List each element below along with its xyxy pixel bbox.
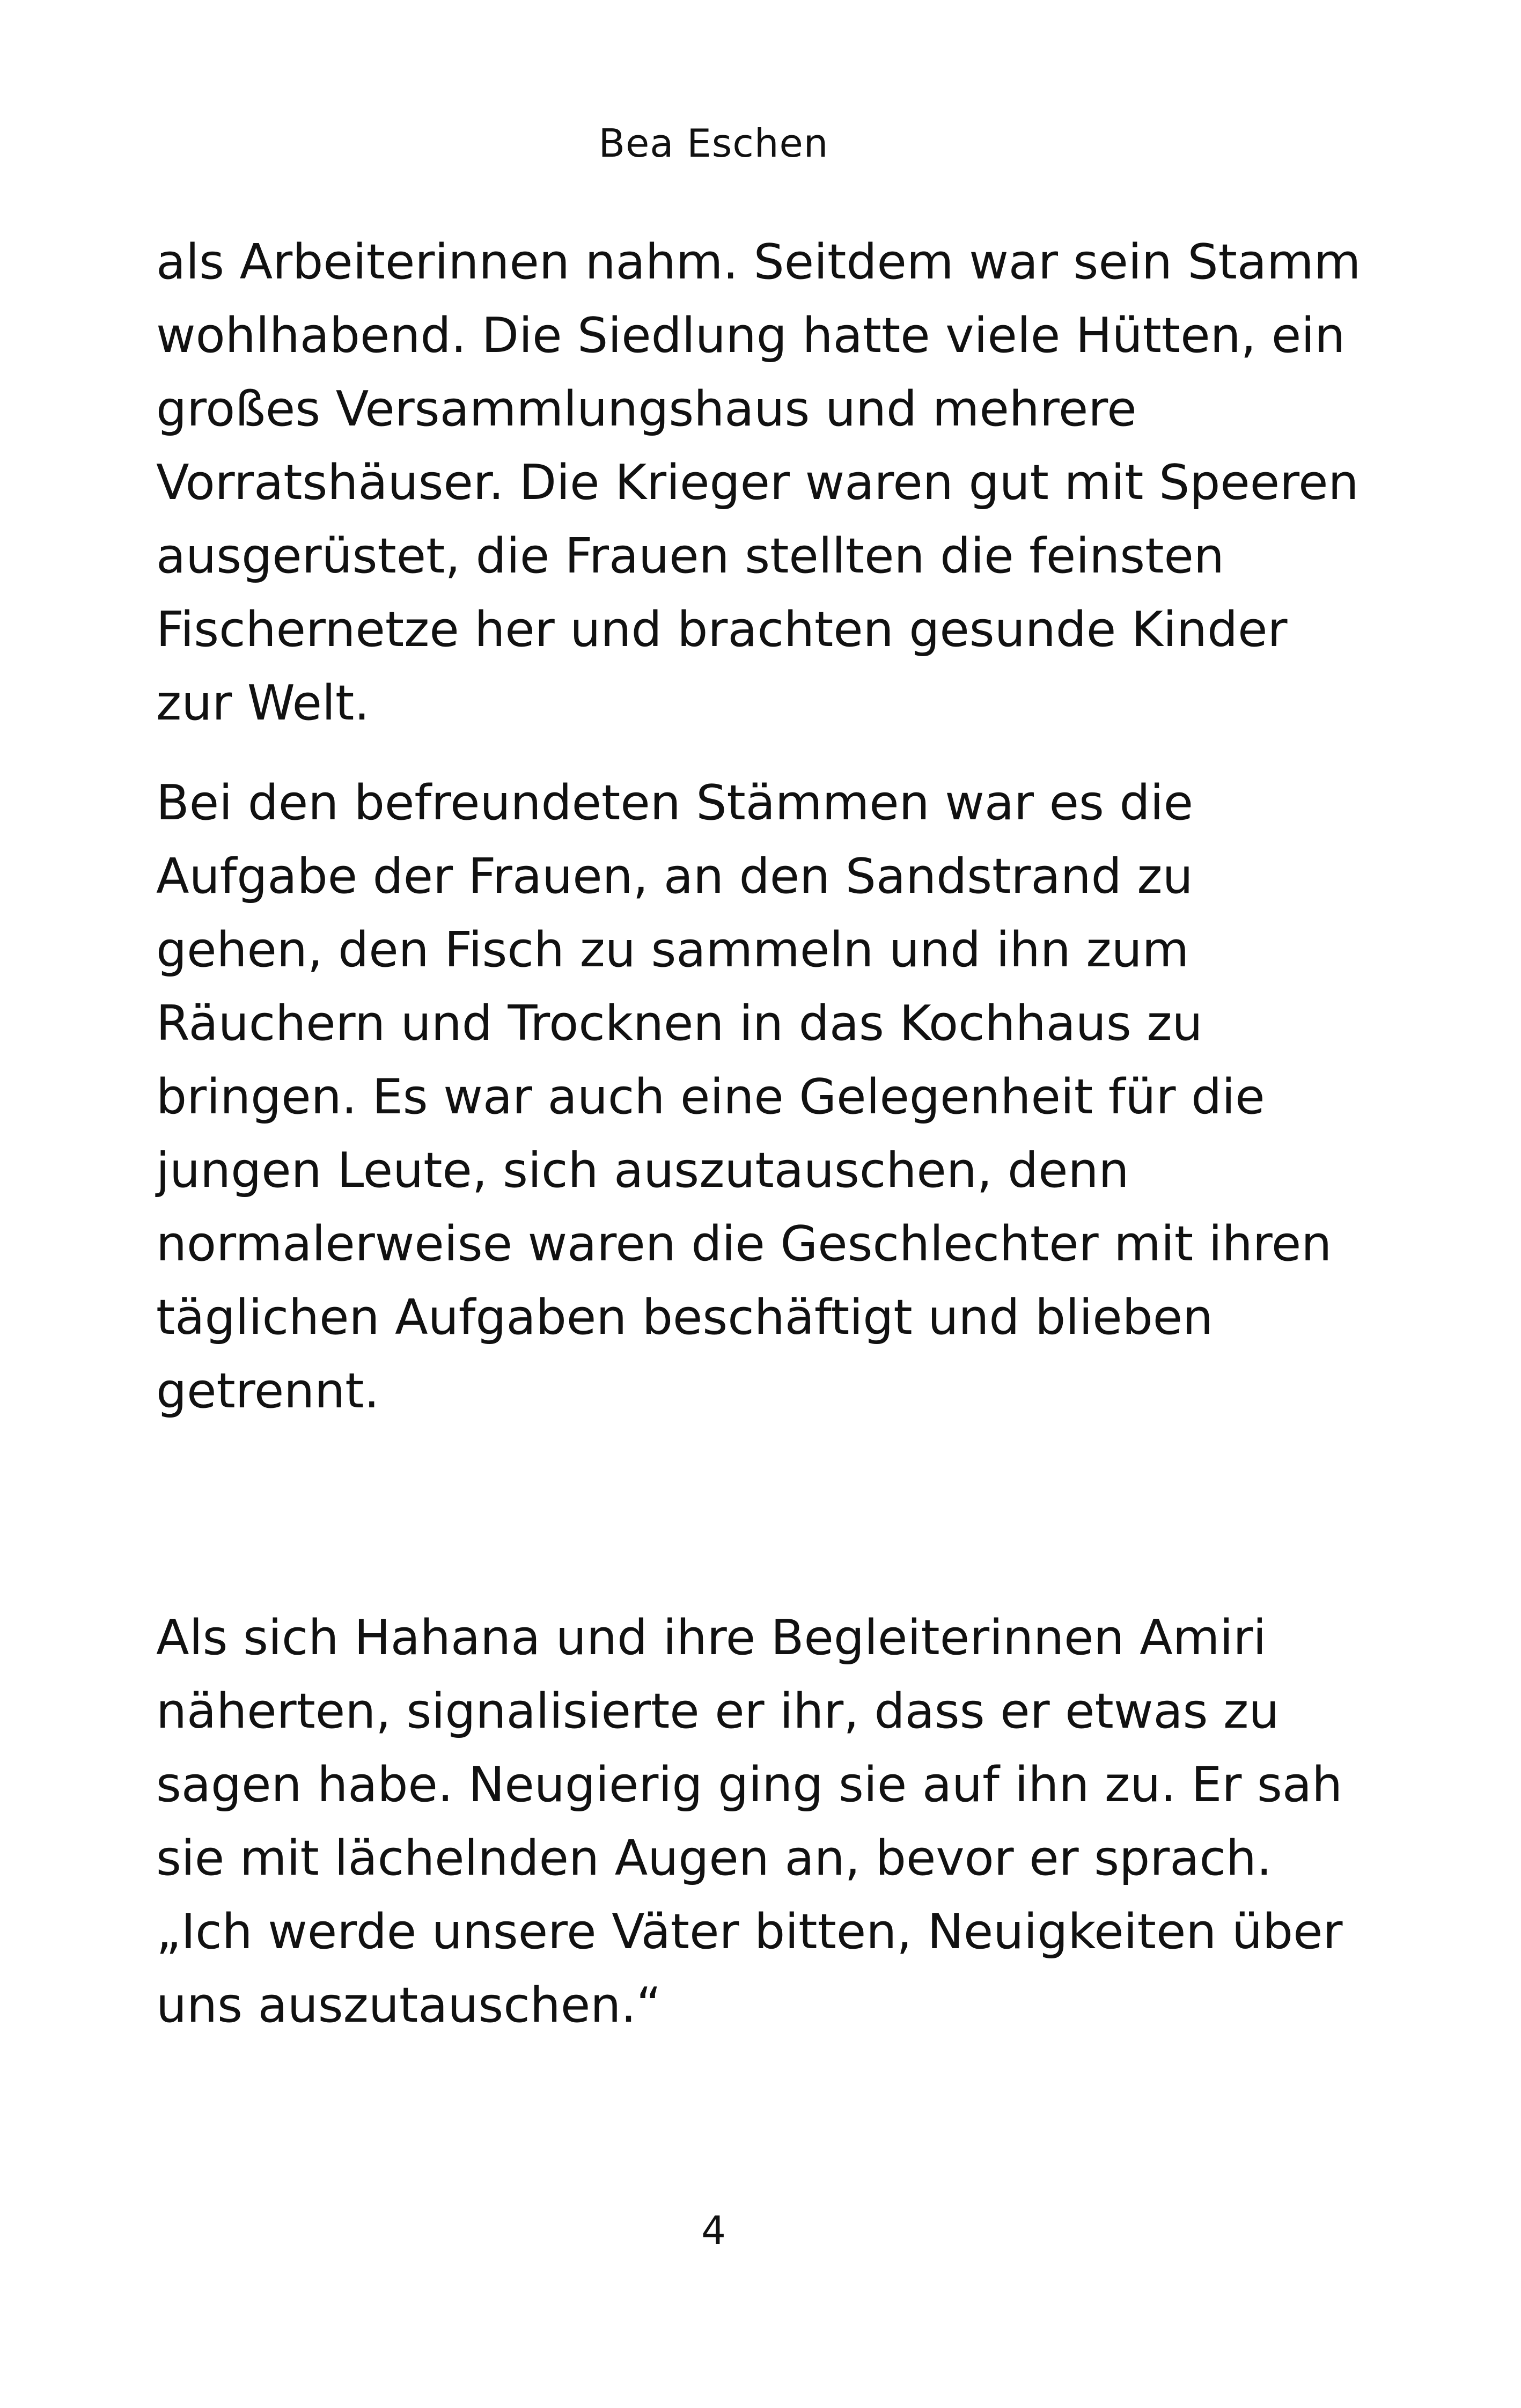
paragraph-2 — [156, 766, 1332, 1428]
paragraph-1 — [156, 225, 1361, 740]
text-line: Fischernetze her und brachten gesunde Kinder — [156, 601, 1288, 658]
text-line: Vorratshäuser. Die Krieger waren gut mit Speeren — [156, 454, 1359, 511]
text-line: gehen, den Fisch zu sammeln und ihn zum — [156, 922, 1189, 978]
text-line: Aufgabe der Frauen, an den Sandstrand zu — [156, 848, 1193, 905]
page-number: 4 — [701, 2208, 726, 2253]
text-line: näherten, signalisierte er ihr, dass er etwas zu — [156, 1683, 1280, 1739]
text-line: getrennt. — [156, 1363, 380, 1419]
text-line: wohlhabend. Die Siedlung hatte viele Hütten, ein — [156, 307, 1346, 364]
text-line: jungen Leute, sich auszutauschen, denn — [156, 1142, 1129, 1199]
text-line: täglichen Aufgaben beschäftigt und blieben — [156, 1289, 1214, 1346]
running-header-author: Bea Eschen — [598, 121, 829, 166]
text-line: Räuchern und Trocknen in das Kochhaus zu — [156, 995, 1203, 1052]
text-line: Als sich Hahana und ihre Begleiterinnen Amiri — [156, 1610, 1267, 1666]
text-line: zur Welt. — [156, 675, 370, 731]
text-line: als Arbeiterinnen nahm. Seitdem war sein Stamm — [156, 234, 1361, 290]
text-line: sie mit lächelnden Augen an, bevor er sprach. — [156, 1830, 1272, 1886]
page-body — [156, 225, 1361, 2042]
text-line: uns auszutauschen.“ — [156, 1977, 662, 2033]
text-line: „Ich werde unsere Väter bitten, Neuigkeiten über — [156, 1904, 1343, 1960]
text-line: ausgerüstet, die Frauen stellten die feinsten — [156, 528, 1224, 584]
paragraph-3 — [156, 1601, 1343, 2042]
text-line: bringen. Es war auch eine Gelegenheit für die — [156, 1069, 1265, 1125]
text-line: großes Versammlungshaus und mehrere — [156, 381, 1137, 437]
text-line: normalerweise waren die Geschlechter mit ihren — [156, 1216, 1332, 1272]
text-line: sagen habe. Neugierig ging sie auf ihn zu. Er sah — [156, 1757, 1343, 1813]
text-line: Bei den befreundeten Stämmen war es die — [156, 775, 1194, 831]
